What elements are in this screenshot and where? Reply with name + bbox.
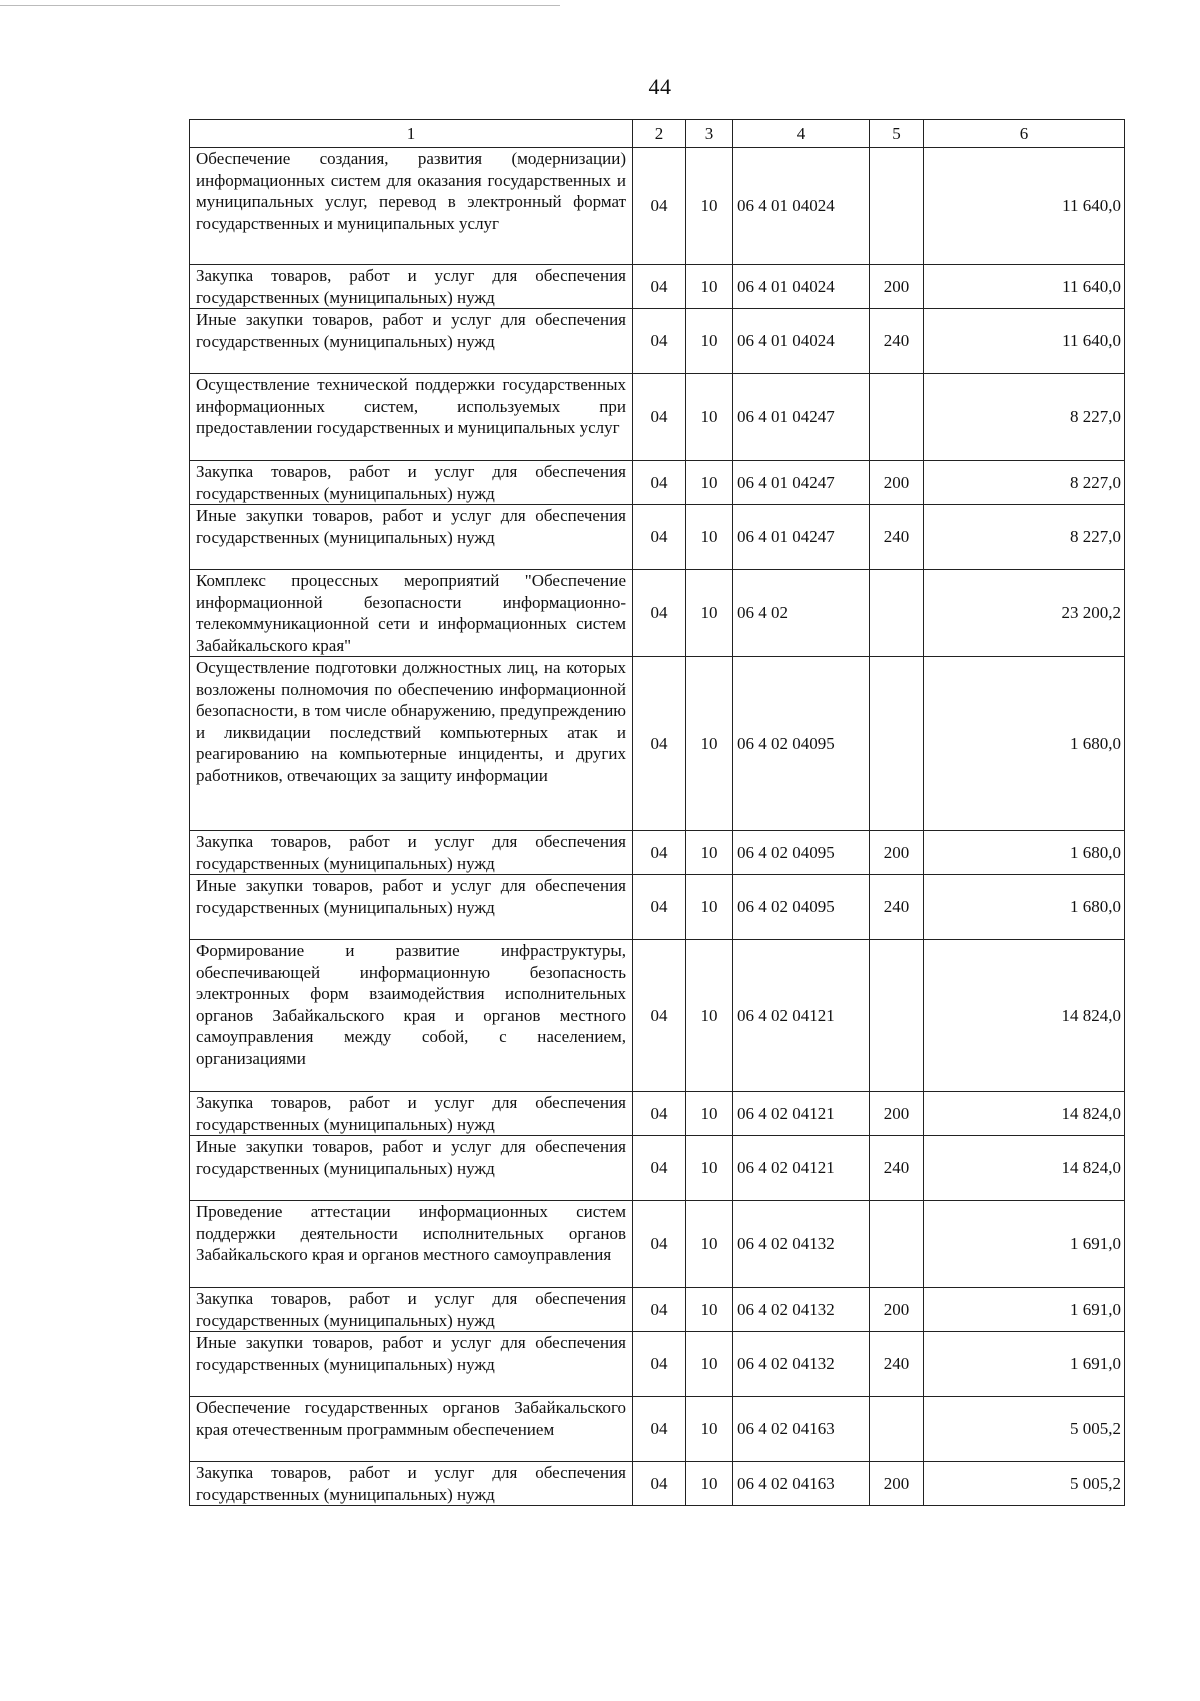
table-row	[190, 1397, 1125, 1462]
amount-cell: 14 824,0	[924, 1136, 1125, 1201]
table-row	[190, 461, 1125, 505]
target-article-cell: 06 4 02 04095	[733, 657, 870, 831]
scan-edge-line	[0, 5, 560, 6]
subsection-code-cell: 10	[686, 875, 733, 940]
target-article-cell: 06 4 02 04132	[733, 1201, 870, 1288]
amount-cell: 5 005,2	[924, 1462, 1125, 1506]
expense-type-cell: 240	[870, 309, 924, 374]
row-name-cell: Проведение аттестации информационных систем поддержки деятельности исполнительных органов Забайкальского края и органов местного самоуправления	[190, 1201, 633, 1288]
expense-type-cell: 200	[870, 265, 924, 309]
section-code-cell: 04	[633, 831, 686, 875]
row-name-cell: Закупка товаров, работ и услуг для обеспечения государственных (муниципальных) нужд	[190, 461, 633, 505]
section-code-cell: 04	[633, 461, 686, 505]
table-row	[190, 875, 1125, 940]
expense-type-cell: 240	[870, 1136, 924, 1201]
section-code-cell: 04	[633, 265, 686, 309]
row-name-cell: Закупка товаров, работ и услуг для обеспечения государственных (муниципальных) нужд	[190, 831, 633, 875]
subsection-code-cell: 10	[686, 1462, 733, 1506]
table-row	[190, 309, 1125, 374]
section-code-cell: 04	[633, 505, 686, 570]
subsection-code-cell: 10	[686, 1332, 733, 1397]
target-article-cell: 06 4 01 04024	[733, 309, 870, 374]
target-article-cell: 06 4 02 04095	[733, 831, 870, 875]
row-name-cell: Формирование и развитие инфраструктуры, обеспечивающей информационную безопасность электронных форм взаимодействия исполнительных органов Забайкальского края и органов местного самоуправления между собой, с населением, организациями	[190, 940, 633, 1092]
amount-cell: 11 640,0	[924, 148, 1125, 265]
section-code-cell: 04	[633, 1332, 686, 1397]
row-name-cell: Закупка товаров, работ и услуг для обеспечения государственных (муниципальных) нужд	[190, 1462, 633, 1506]
section-code-cell: 04	[633, 309, 686, 374]
row-name-cell: Осуществление подготовки должностных лиц, на которых возложены полномочия по обеспечению информационной безопасности, в том числе обнаружению, предупреждению и ликвидации последствий компьютерных атак и реагированию на компьютерные инциденты, и других работников, отвечающих за защиту информации	[190, 657, 633, 831]
target-article-cell: 06 4 02 04095	[733, 875, 870, 940]
amount-cell: 11 640,0	[924, 265, 1125, 309]
amount-cell: 14 824,0	[924, 940, 1125, 1092]
subsection-code-cell: 10	[686, 570, 733, 657]
target-article-cell: 06 4 01 04247	[733, 505, 870, 570]
amount-cell: 8 227,0	[924, 374, 1125, 461]
table-header-row	[190, 120, 1125, 148]
section-code-cell: 04	[633, 374, 686, 461]
column-header: 2	[633, 120, 686, 148]
amount-cell: 1 691,0	[924, 1201, 1125, 1288]
section-code-cell: 04	[633, 1136, 686, 1201]
subsection-code-cell: 10	[686, 1136, 733, 1201]
section-code-cell: 04	[633, 570, 686, 657]
target-article-cell: 06 4 02 04121	[733, 940, 870, 1092]
target-article-cell: 06 4 02 04132	[733, 1332, 870, 1397]
row-name-cell: Обеспечение государственных органов Забайкальского края отечественным программным обеспечением	[190, 1397, 633, 1462]
section-code-cell: 04	[633, 875, 686, 940]
expense-type-cell	[870, 940, 924, 1092]
amount-cell: 1 691,0	[924, 1288, 1125, 1332]
expense-type-cell	[870, 148, 924, 265]
expense-type-cell: 200	[870, 1462, 924, 1506]
table-row	[190, 1136, 1125, 1201]
section-code-cell: 04	[633, 1288, 686, 1332]
column-header: 1	[190, 120, 633, 148]
amount-cell: 1 680,0	[924, 875, 1125, 940]
target-article-cell: 06 4 01 04024	[733, 265, 870, 309]
expense-type-cell: 240	[870, 875, 924, 940]
expense-type-cell: 200	[870, 1092, 924, 1136]
row-name-cell: Осуществление технической поддержки государственных информационных систем, используемых при предоставлении государственных и муниципальных услуг	[190, 374, 633, 461]
section-code-cell: 04	[633, 657, 686, 831]
section-code-cell: 04	[633, 940, 686, 1092]
table-row	[190, 265, 1125, 309]
expense-type-cell: 200	[870, 1288, 924, 1332]
table-row	[190, 831, 1125, 875]
target-article-cell: 06 4 01 04247	[733, 374, 870, 461]
amount-cell: 14 824,0	[924, 1092, 1125, 1136]
subsection-code-cell: 10	[686, 461, 733, 505]
section-code-cell: 04	[633, 1092, 686, 1136]
expense-type-cell	[870, 657, 924, 831]
table-row	[190, 940, 1125, 1092]
table-row	[190, 374, 1125, 461]
subsection-code-cell: 10	[686, 831, 733, 875]
subsection-code-cell: 10	[686, 1201, 733, 1288]
expense-type-cell	[870, 1397, 924, 1462]
section-code-cell: 04	[633, 148, 686, 265]
subsection-code-cell: 10	[686, 1288, 733, 1332]
table-row	[190, 1288, 1125, 1332]
subsection-code-cell: 10	[686, 309, 733, 374]
subsection-code-cell: 10	[686, 148, 733, 265]
column-header: 4	[733, 120, 870, 148]
section-code-cell: 04	[633, 1397, 686, 1462]
amount-cell: 8 227,0	[924, 505, 1125, 570]
expense-type-cell	[870, 1201, 924, 1288]
table-row	[190, 570, 1125, 657]
expense-type-cell: 240	[870, 1332, 924, 1397]
amount-cell: 11 640,0	[924, 309, 1125, 374]
target-article-cell: 06 4 02 04163	[733, 1397, 870, 1462]
amount-cell: 8 227,0	[924, 461, 1125, 505]
row-name-cell: Закупка товаров, работ и услуг для обеспечения государственных (муниципальных) нужд	[190, 265, 633, 309]
target-article-cell: 06 4 01 04024	[733, 148, 870, 265]
row-name-cell: Обеспечение создания, развития (модернизации) информационных систем для оказания государственных и муниципальных услуг, перевод в электронный формат государственных и муниципальных услуг	[190, 148, 633, 265]
section-code-cell: 04	[633, 1201, 686, 1288]
target-article-cell: 06 4 02 04132	[733, 1288, 870, 1332]
table-row	[190, 1092, 1125, 1136]
subsection-code-cell: 10	[686, 1397, 733, 1462]
table-row	[190, 657, 1125, 831]
row-name-cell: Закупка товаров, работ и услуг для обеспечения государственных (муниципальных) нужд	[190, 1092, 633, 1136]
column-header: 3	[686, 120, 733, 148]
row-name-cell: Иные закупки товаров, работ и услуг для обеспечения государственных (муниципальных) нужд	[190, 875, 633, 940]
subsection-code-cell: 10	[686, 374, 733, 461]
target-article-cell: 06 4 02 04163	[733, 1462, 870, 1506]
subsection-code-cell: 10	[686, 940, 733, 1092]
table-row	[190, 148, 1125, 265]
amount-cell: 23 200,2	[924, 570, 1125, 657]
table-row	[190, 1462, 1125, 1506]
row-name-cell: Иные закупки товаров, работ и услуг для обеспечения государственных (муниципальных) нужд	[190, 309, 633, 374]
table-row	[190, 505, 1125, 570]
target-article-cell: 06 4 02 04121	[733, 1092, 870, 1136]
row-name-cell: Иные закупки товаров, работ и услуг для обеспечения государственных (муниципальных) нужд	[190, 1332, 633, 1397]
budget-table	[189, 119, 1125, 1506]
target-article-cell: 06 4 02 04121	[733, 1136, 870, 1201]
subsection-code-cell: 10	[686, 657, 733, 831]
table-body	[190, 148, 1125, 1506]
table-row	[190, 1201, 1125, 1288]
column-header: 6	[924, 120, 1125, 148]
amount-cell: 1 680,0	[924, 657, 1125, 831]
target-article-cell: 06 4 02	[733, 570, 870, 657]
amount-cell: 1 691,0	[924, 1332, 1125, 1397]
amount-cell: 1 680,0	[924, 831, 1125, 875]
section-code-cell: 04	[633, 1462, 686, 1506]
page-number: 44	[648, 74, 672, 99]
row-name-cell: Иные закупки товаров, работ и услуг для обеспечения государственных (муниципальных) нужд	[190, 1136, 633, 1201]
expense-type-cell: 200	[870, 461, 924, 505]
target-article-cell: 06 4 01 04247	[733, 461, 870, 505]
subsection-code-cell: 10	[686, 505, 733, 570]
subsection-code-cell: 10	[686, 265, 733, 309]
row-name-cell: Закупка товаров, работ и услуг для обеспечения государственных (муниципальных) нужд	[190, 1288, 633, 1332]
column-header: 5	[870, 120, 924, 148]
row-name-cell: Комплекс процессных мероприятий "Обеспечение информационной безопасности информационно-телекоммуникационной сети и информационных систем Забайкальского края"	[190, 570, 633, 657]
amount-cell: 5 005,2	[924, 1397, 1125, 1462]
expense-type-cell: 240	[870, 505, 924, 570]
expense-type-cell	[870, 374, 924, 461]
expense-type-cell	[870, 570, 924, 657]
row-name-cell: Иные закупки товаров, работ и услуг для обеспечения государственных (муниципальных) нужд	[190, 505, 633, 570]
table-row	[190, 1332, 1125, 1397]
expense-type-cell: 200	[870, 831, 924, 875]
subsection-code-cell: 10	[686, 1092, 733, 1136]
